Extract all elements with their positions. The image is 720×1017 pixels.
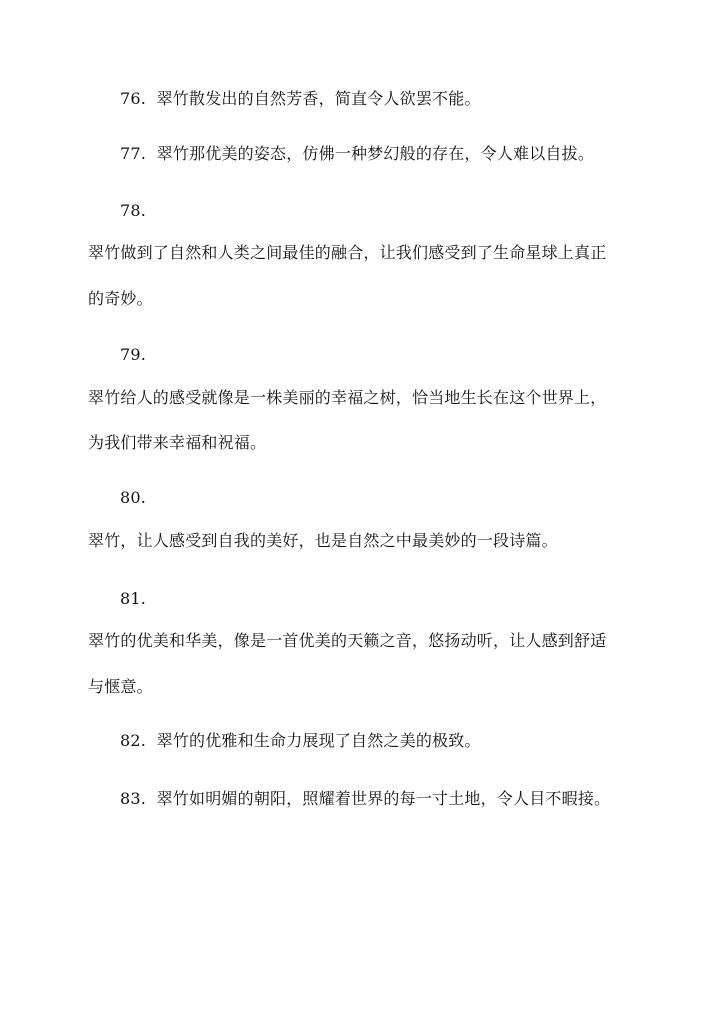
item-number: 82. <box>120 731 147 750</box>
item-text: 翠竹散发出的自然芳香，简直令人欲罢不能。 <box>156 89 481 108</box>
item-77 <box>120 143 594 165</box>
item-79-line-2: 为我们带来幸福和祝福。 <box>88 433 267 452</box>
item-81-number: 81. <box>120 589 147 608</box>
item-76 <box>120 88 481 110</box>
item-text: 翠竹如明媚的朝阳，照耀着世界的每一寸土地，令人目不暇接。 <box>156 789 611 808</box>
item-80-number: 80. <box>120 488 147 507</box>
item-83 <box>120 788 610 810</box>
item-text: 翠竹那优美的姿态，仿佛一种梦幻般的存在，令人难以自拔。 <box>156 144 595 163</box>
item-text: 翠竹的优雅和生命力展现了自然之美的极致。 <box>156 731 481 750</box>
item-79-line-1: 翠竹给人的感受就像是一株美丽的幸福之树，恰当地生长在这个世界上， <box>88 388 607 407</box>
item-81-line-2: 与惬意。 <box>88 677 153 696</box>
item-78-line-1: 翠竹做到了自然和人类之间最佳的融合，让我们感受到了生命星球上真正 <box>88 243 607 262</box>
item-79-number: 79. <box>120 345 147 364</box>
item-82 <box>120 730 481 752</box>
item-number: 76. <box>120 89 147 108</box>
item-number: 83. <box>120 789 147 808</box>
item-81-line-1: 翠竹的优美和华美，像是一首优美的天籁之音，悠扬动听，让人感到舒适 <box>88 631 607 650</box>
item-78-number: 78. <box>120 201 147 220</box>
item-number: 77. <box>120 144 147 163</box>
item-78-line-2: 的奇妙。 <box>88 289 153 308</box>
item-80-line-1: 翠竹，让人感受到自我的美好，也是自然之中最美妙的一段诗篇。 <box>88 531 558 550</box>
